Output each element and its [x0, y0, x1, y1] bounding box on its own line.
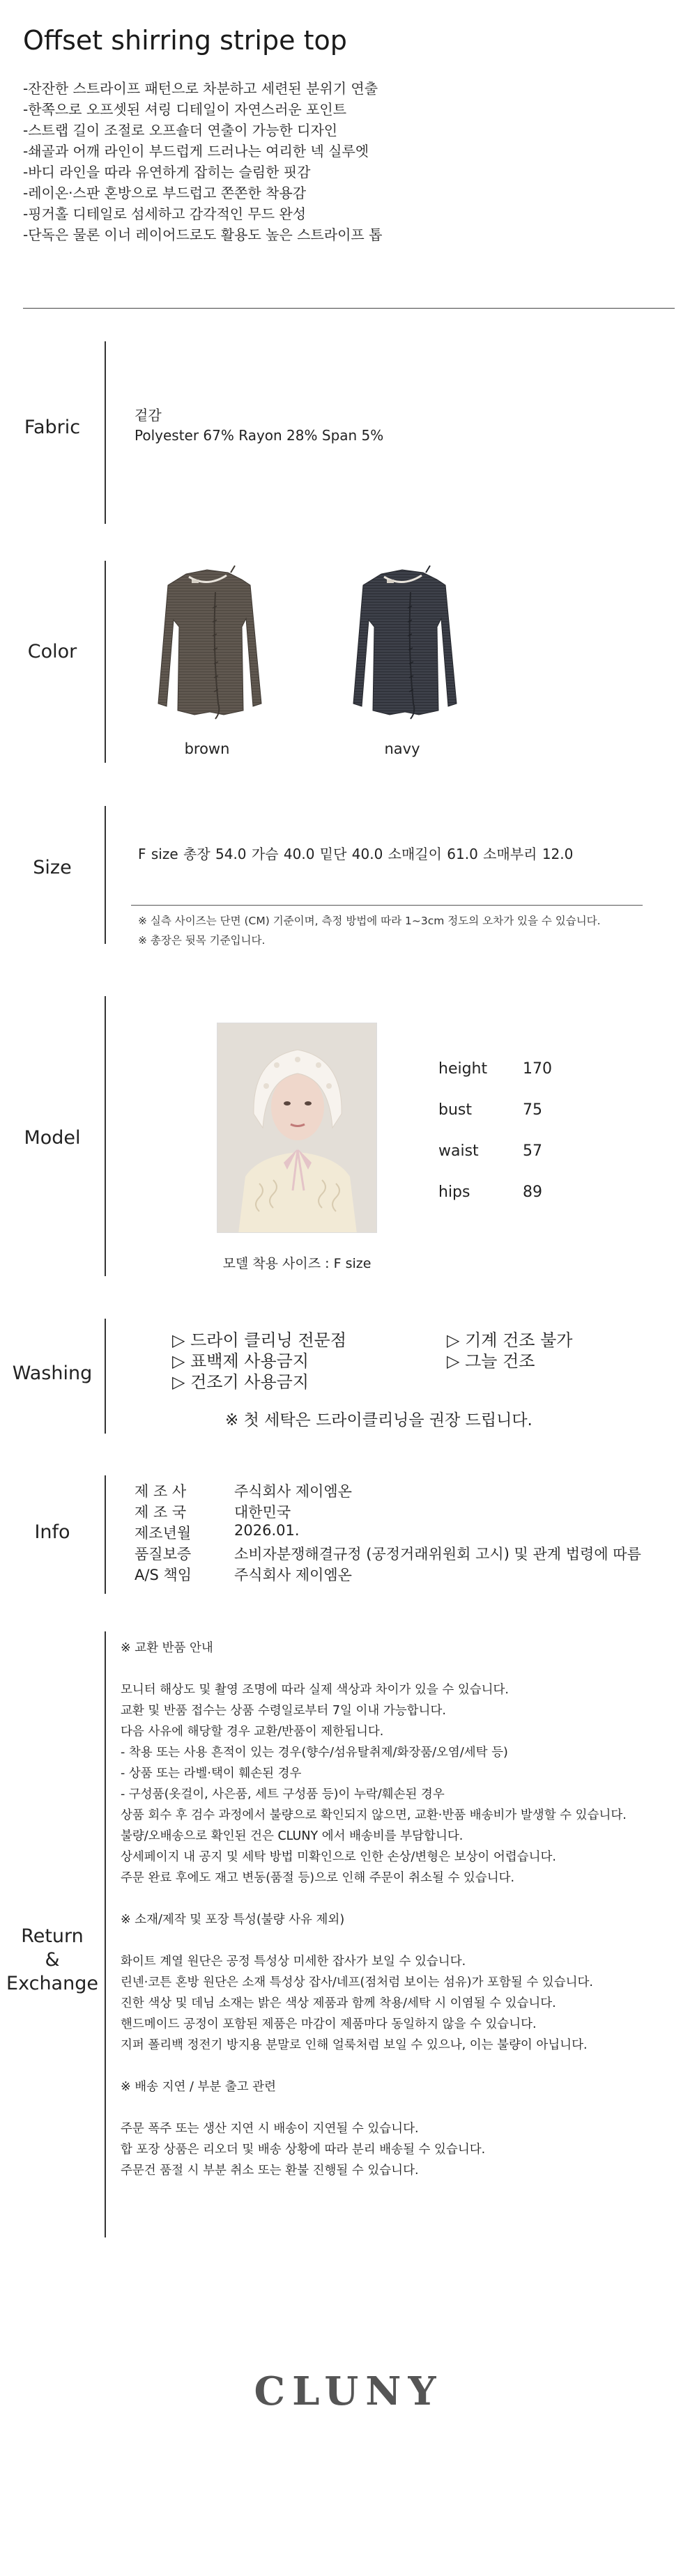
- fabric-divider: [105, 341, 106, 524]
- return-exchange-label: [0, 1925, 105, 1996]
- size-label: Size: [33, 857, 72, 878]
- return-policy-line: 핸드메이드 공정이 포함된 제품은 마감이 제품마다 동일하지 않을 수 있습니다.: [121, 2017, 537, 2031]
- info-value: 주식회사 제이엠온: [234, 1483, 352, 1500]
- return-policy-line: ※ 배송 지연 / 부분 출고 관련: [121, 2080, 276, 2094]
- return-policy-line: 불량/오배송으로 확인된 건은 CLUNY 에서 배송비를 부담합니다.: [121, 1829, 464, 1843]
- feature-item: -핑거홀 디테일로 섬세하고 감각적인 무드 완성: [23, 205, 307, 222]
- model-bust-label: bust: [438, 1101, 472, 1119]
- info-key: 제 조 국: [135, 1504, 187, 1521]
- model-label: Model: [24, 1127, 81, 1149]
- info-key: 품질보증: [135, 1546, 192, 1562]
- wash-instruction: ▷ 건조기 사용금지: [172, 1372, 309, 1392]
- feature-item: -스트랩 길이 조절로 오프숄더 연출이 가능한 디자인: [23, 122, 338, 139]
- model-height-label: height: [438, 1060, 488, 1078]
- return-policy-line: 모니터 해상도 및 촬영 조명에 따라 실제 색상과 차이가 있을 수 있습니다.: [121, 1683, 509, 1697]
- info-key: 제조년월: [135, 1525, 192, 1542]
- info-value: 대한민국: [234, 1504, 291, 1521]
- size-divider-line: [131, 905, 643, 906]
- wash-instruction: ▷ 표백제 사용금지: [172, 1351, 309, 1371]
- model-bust-value: 75: [523, 1101, 542, 1119]
- return-policy-line: 주문건 품절 시 부분 취소 또는 환불 진행될 수 있습니다.: [121, 2164, 419, 2178]
- feature-item: -한쪽으로 오프셋된 셔링 디테일이 자연스러운 포인트: [23, 101, 347, 118]
- header-divider: [23, 308, 675, 309]
- color-divider: [105, 561, 106, 763]
- return-label-line: &: [45, 1949, 60, 1971]
- fabric-label: Fabric: [24, 417, 81, 438]
- return-policy-line: 상세페이지 내 공지 및 세탁 방법 미확인으로 인한 손상/변형은 보상이 어렵습니다.: [121, 1850, 556, 1864]
- return-policy-line: ※ 소재/제작 및 포장 특성(불량 사유 제외): [121, 1913, 345, 1927]
- return-policy-line: 주문 완료 후에도 재고 변동(품절 등)으로 인해 주문이 취소될 수 있습니다.: [121, 1871, 515, 1885]
- return-policy-line: 진한 색상 및 데님 소재는 밝은 색상 제품과 함께 착용/세탁 시 이염될 수 있습니다.: [121, 1996, 556, 2010]
- wash-instruction: ▷ 드라이 클리닝 전문점: [172, 1330, 346, 1350]
- brand-logo: CLUNY: [254, 2368, 443, 2414]
- washing-label: Washing: [12, 1363, 93, 1384]
- info-value: 주식회사 제이엠온: [234, 1567, 352, 1583]
- feature-item: -단독은 물론 이너 레이어드로도 활용도 높은 스트라이프 톱: [23, 226, 383, 243]
- color-name-brown: brown: [184, 740, 230, 757]
- wash-instruction: ▷ 기계 건조 불가: [447, 1330, 573, 1350]
- return-policy-line: - 착용 또는 사용 흔적이 있는 경우(향수/섬유탈취제/화장품/오염/세탁 등): [121, 1746, 508, 1760]
- info-label: Info: [34, 1521, 70, 1543]
- info-divider: [105, 1475, 106, 1594]
- return-label-line: Return: [21, 1925, 84, 1947]
- feature-item: -바디 라인을 따라 유연하게 잡히는 슬림한 핏감: [23, 164, 311, 180]
- wash-instruction: ▷ 그늘 건조: [447, 1351, 535, 1371]
- page-title: Offset shirring stripe top: [23, 25, 347, 56]
- size-spec: F size 총장 54.0 가슴 40.0 밑단 40.0 소매길이 61.0 소매부리 12.0: [138, 846, 574, 862]
- model-hips-value: 89: [523, 1184, 542, 1201]
- return-policy-line: 지퍼 폴리백 정전기 방지용 분말로 인해 얼룩처럼 보일 수 있으나, 이는 불량이 아닙니다.: [121, 2038, 588, 2052]
- model-waist-label: waist: [438, 1142, 479, 1160]
- color-label: Color: [27, 641, 77, 662]
- washing-divider: [105, 1319, 106, 1434]
- return-policy-line: 주문 폭주 또는 생산 지연 시 배송이 지연될 수 있습니다.: [121, 2122, 419, 2136]
- model-waist-value: 57: [523, 1142, 542, 1160]
- model-photo: [217, 1023, 377, 1233]
- washing-note: ※ 첫 세탁은 드라이클리닝을 권장 드립니다.: [225, 1411, 533, 1429]
- size-note-1: ※ 실측 사이즈는 단면 (CM) 기준이며, 측정 방법에 따라 1~3cm 정도의 오차가 있을 수 있습니다.: [138, 915, 601, 927]
- fabric-line-1: 겉감: [135, 407, 162, 424]
- return-policy-line: 합 포장 상품은 리오더 및 배송 상황에 따라 분리 배송될 수 있습니다.: [121, 2143, 486, 2157]
- color-name-navy: navy: [384, 740, 420, 757]
- info-key: A/S 책임: [135, 1567, 192, 1583]
- return-label-line: Exchange: [6, 1973, 98, 1994]
- info-key: 제 조 사: [135, 1483, 187, 1500]
- return-policy-line: 상품 회수 후 검수 과정에서 불량으로 확인되지 않으면, 교환·반품 배송비가 발생할 수 있습니다.: [121, 1808, 627, 1822]
- return-policy-line: 다음 사유에 해당할 경우 교환/반품이 제한됩니다.: [121, 1725, 384, 1739]
- return-policy-line: - 상품 또는 라벨·택이 훼손된 경우: [121, 1767, 302, 1780]
- feature-item: -잔잔한 스트라이프 패턴으로 차분하고 세련된 분위기 연출: [23, 80, 378, 97]
- info-value: 소비자분쟁해결규정 (공정거래위원회 고시) 및 관계 법령에 따름: [234, 1546, 641, 1562]
- fabric-composition: Polyester 67% Rayon 28% Span 5%: [135, 427, 384, 444]
- feature-list: [23, 78, 382, 245]
- size-note-2: ※ 총장은 뒷목 기준입니다.: [138, 934, 266, 947]
- garment-image-brown: [137, 564, 277, 731]
- model-caption: 모델 착용 사이즈 : F size: [222, 1256, 372, 1271]
- return-policy-line: 교환 및 반품 접수는 상품 수령일로부터 7일 이내 가능합니다.: [121, 1704, 446, 1718]
- return-divider: [105, 1631, 106, 2237]
- feature-item: -쇄골과 어깨 라인이 부드럽게 드러나는 여리한 넥 실루엣: [23, 143, 369, 160]
- size-divider: [105, 806, 106, 944]
- model-hips-label: hips: [438, 1184, 470, 1201]
- return-policy-line: ※ 교환 반품 안내: [121, 1641, 213, 1655]
- return-policy-line: - 구성품(옷걸이, 사은품, 세트 구성품 등)이 누락/훼손된 경우: [121, 1787, 445, 1801]
- garment-image-navy: [332, 564, 472, 731]
- info-value: 2026.01.: [234, 1522, 300, 1539]
- model-divider: [105, 996, 106, 1276]
- return-policy-line: 화이트 계열 원단은 공정 특성상 미세한 잡사가 보일 수 있습니다.: [121, 1955, 466, 1969]
- return-policy-line: 린넨·코튼 혼방 원단은 소재 특성상 잡사/네프(점처럼 보이는 섬유)가 포함될 수 있습니다.: [121, 1976, 593, 1989]
- feature-item: -레이온·스판 혼방으로 부드럽고 쫀쫀한 착용감: [23, 185, 307, 201]
- model-height-value: 170: [523, 1060, 552, 1078]
